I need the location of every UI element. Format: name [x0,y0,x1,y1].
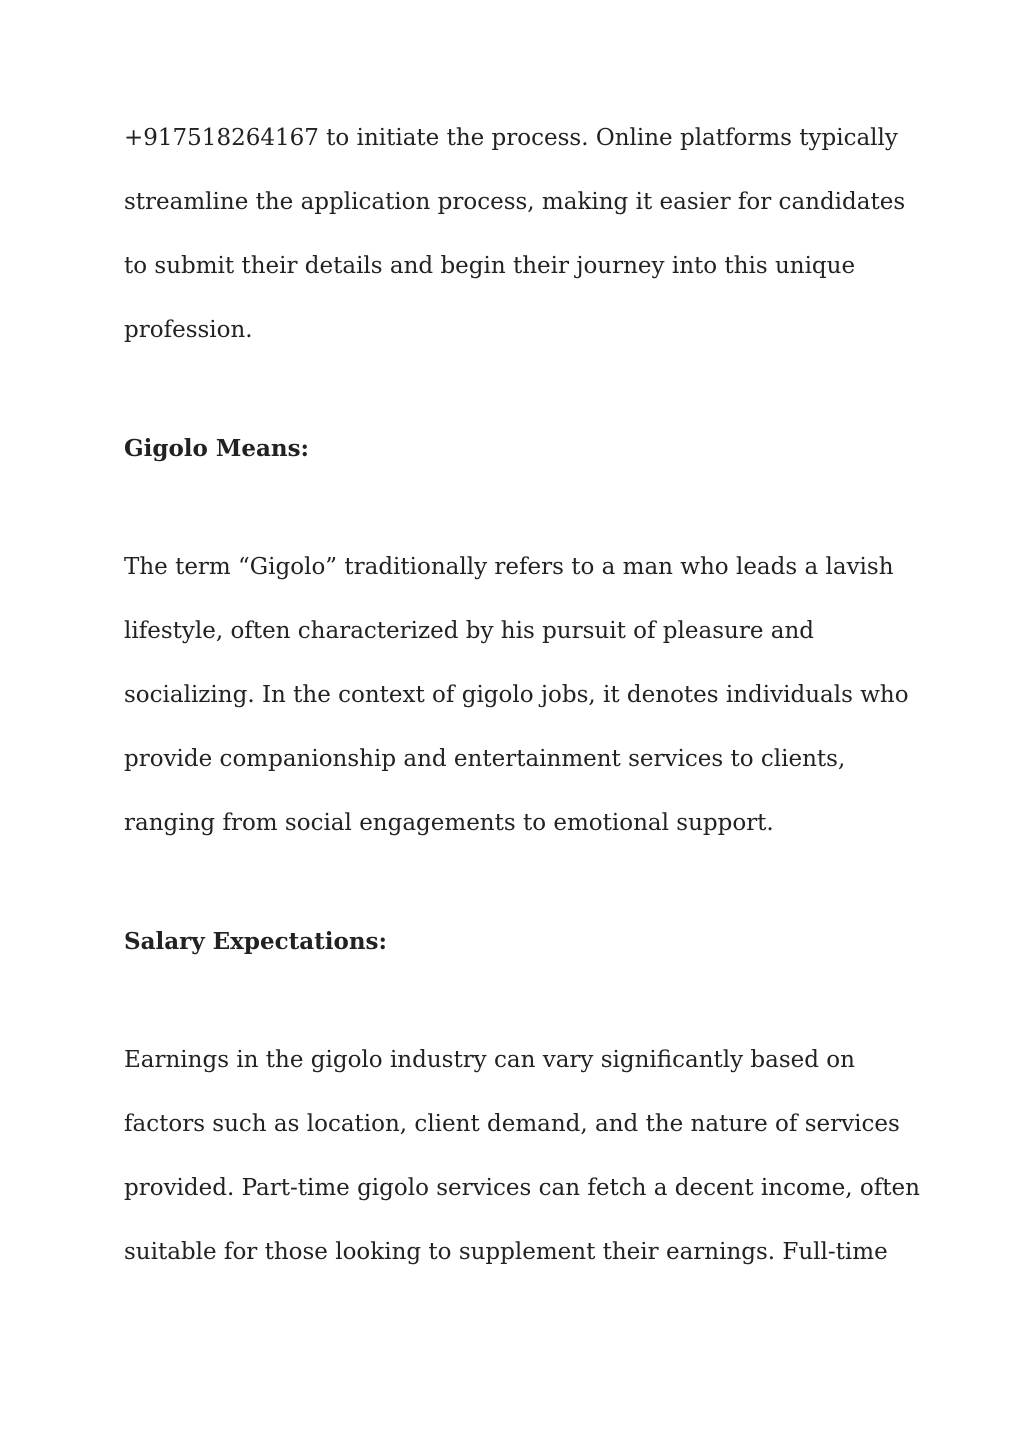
paragraph-line: factors such as location, client demand, and the nature of services [124,1111,900,1137]
paragraph-line: provided. Part-time gigolo services can fetch a decent income, often [124,1175,920,1201]
section-heading-salary-expectations: Salary Expectations: [124,928,387,955]
paragraph-line: lifestyle, often characterized by his pursuit of pleasure and [124,618,814,644]
paragraph-line: to submit their details and begin their journey into this unique [124,253,856,279]
paragraph-line: socializing. In the context of gigolo jobs, it denotes individuals who [124,682,909,708]
paragraph-line: Earnings in the gigolo industry can vary significantly based on [124,1047,855,1073]
paragraph-line: provide companionship and entertainment services to clients, [124,746,846,772]
paragraph-line: ranging from social engagements to emotional support. [124,810,774,836]
paragraph-line: profession. [124,317,253,343]
paragraph-line: The term “Gigolo” traditionally refers to a man who leads a lavish [124,554,894,580]
paragraph-line: streamline the application process, making it easier for candidates [124,189,906,215]
section-heading-gigolo-means: Gigolo Means: [124,435,310,462]
paragraph-line: +917518264167 to initiate the process. Online platforms typically [124,125,898,151]
paragraph-line: suitable for those looking to supplement their earnings. Full-time [124,1239,888,1265]
